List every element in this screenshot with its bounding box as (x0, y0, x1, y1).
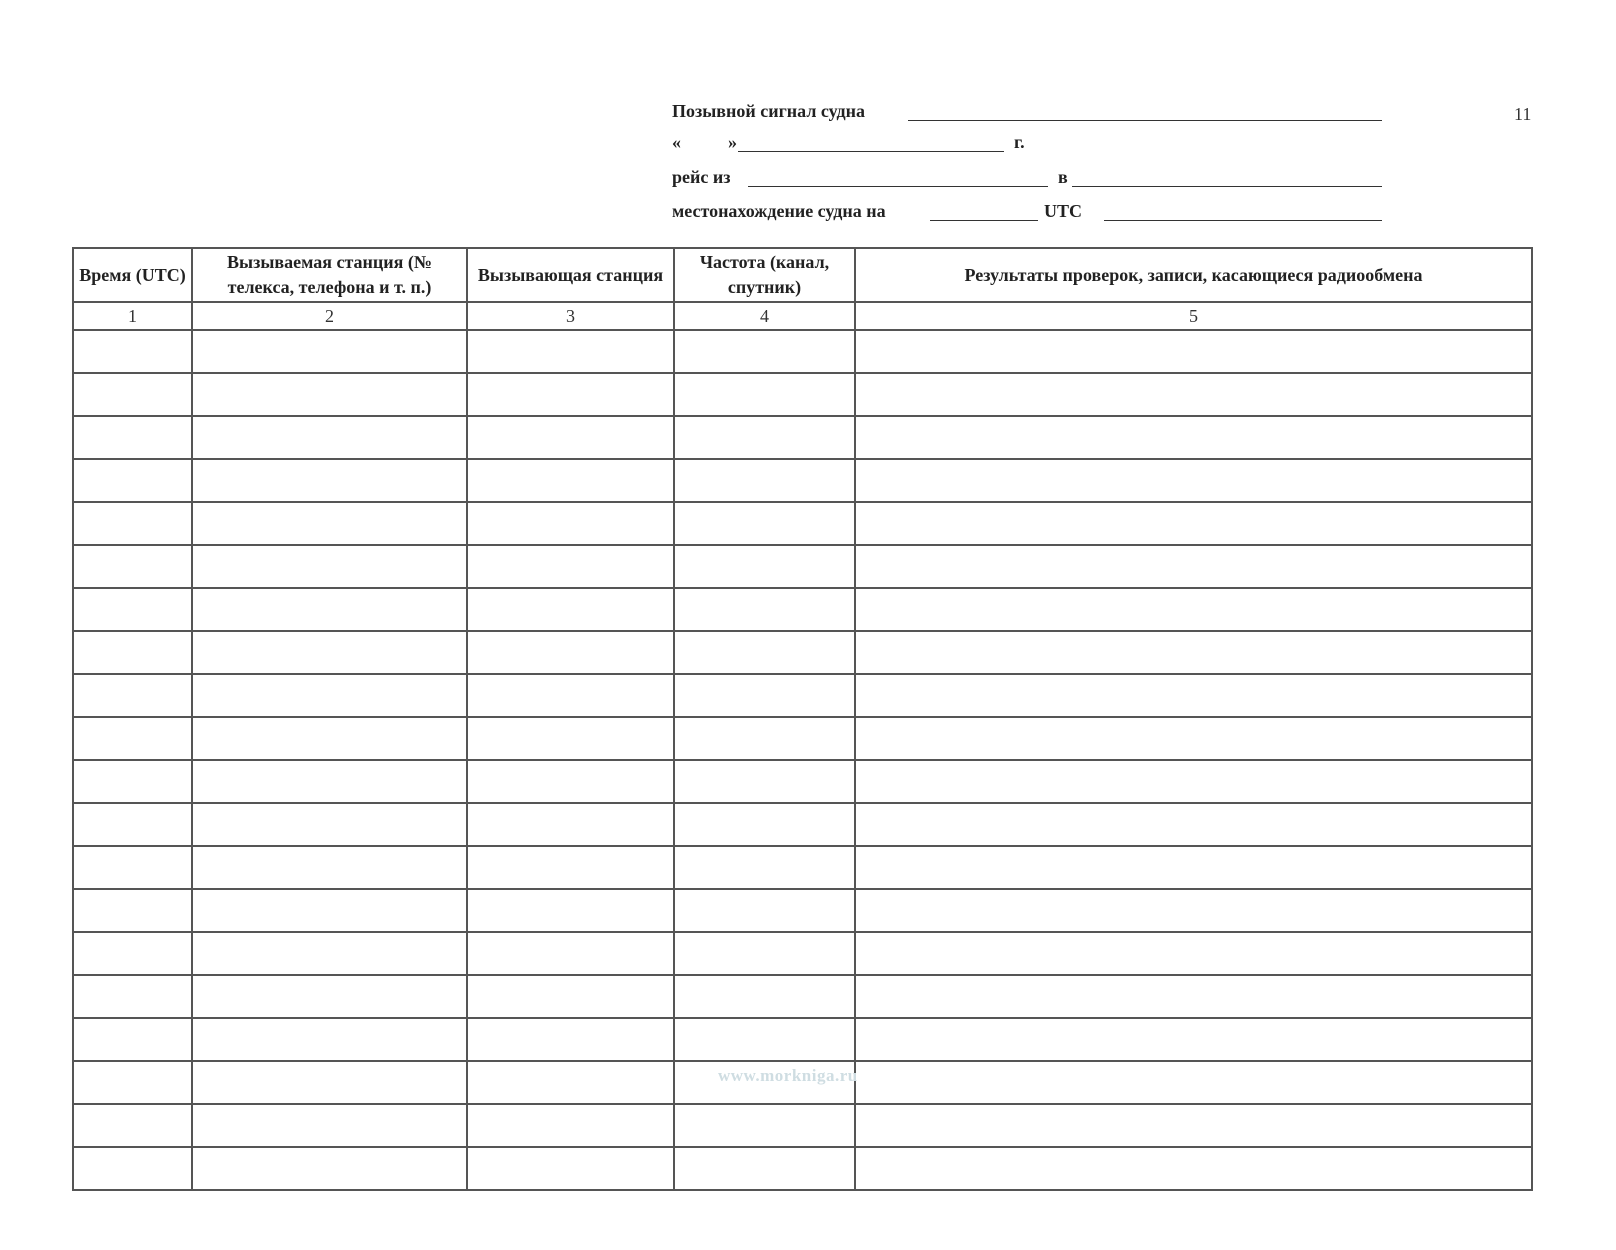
table-cell[interactable] (855, 932, 1532, 975)
table-cell[interactable] (192, 975, 467, 1018)
column-number: 2 (192, 302, 467, 330)
watermark: www.morkniga.ru (718, 1066, 858, 1085)
table-cell[interactable] (855, 674, 1532, 717)
table-cell[interactable] (73, 1104, 192, 1147)
column-header-calling-station: Вызывающая станция (467, 248, 674, 302)
date-year-suffix: г. (1014, 132, 1025, 152)
table-cell[interactable] (467, 545, 674, 588)
table-cell[interactable] (467, 1104, 674, 1147)
table-cell[interactable] (674, 588, 855, 631)
voyage-to-label: в (1058, 167, 1068, 187)
table-row (73, 717, 1532, 760)
table-cell[interactable] (674, 803, 855, 846)
table-cell[interactable] (73, 545, 192, 588)
table-cell[interactable] (73, 502, 192, 545)
table-row (73, 674, 1532, 717)
voyage-from-label: рейс из (672, 167, 731, 187)
table-cell[interactable] (467, 889, 674, 932)
table-cell[interactable] (192, 717, 467, 760)
table-cell[interactable] (674, 1018, 855, 1061)
table-cell[interactable] (73, 932, 192, 975)
table-cell[interactable] (674, 631, 855, 674)
table-row (73, 975, 1532, 1018)
table-cell[interactable] (467, 1147, 674, 1190)
table-cell[interactable] (467, 416, 674, 459)
table-cell[interactable] (73, 717, 192, 760)
table-cell[interactable] (192, 674, 467, 717)
table-cell[interactable] (674, 545, 855, 588)
table-row (73, 760, 1532, 803)
table-cell[interactable] (674, 846, 855, 889)
table-cell[interactable] (192, 373, 467, 416)
table-cell[interactable] (855, 416, 1532, 459)
call-sign-field[interactable] (908, 100, 1382, 121)
table-cell[interactable] (192, 459, 467, 502)
voyage-to-field[interactable] (1072, 166, 1382, 187)
column-header-frequency: Частота (канал, спутник) (674, 248, 855, 302)
table-cell[interactable] (674, 502, 855, 545)
table-cell[interactable] (855, 803, 1532, 846)
date-month-field[interactable] (738, 131, 1004, 152)
date-close-quote: » (728, 132, 737, 152)
table-row (73, 803, 1532, 846)
table-cell[interactable] (467, 760, 674, 803)
table-cell[interactable] (855, 631, 1532, 674)
table-cell[interactable] (467, 502, 674, 545)
utc-label: UTC (1044, 201, 1083, 221)
table-cell[interactable] (73, 1147, 192, 1190)
table-cell[interactable] (192, 631, 467, 674)
table-cell[interactable] (192, 1147, 467, 1190)
table-cell[interactable] (467, 330, 674, 373)
table-cell[interactable] (467, 975, 674, 1018)
table-cell[interactable] (467, 846, 674, 889)
table-cell[interactable] (674, 975, 855, 1018)
table-cell[interactable] (73, 330, 192, 373)
table-cell[interactable] (73, 846, 192, 889)
table-cell[interactable] (674, 373, 855, 416)
table-row (73, 846, 1532, 889)
table-row (73, 502, 1532, 545)
table-cell[interactable] (192, 330, 467, 373)
column-number-row (73, 302, 1532, 330)
table-row (73, 588, 1532, 631)
table-cell[interactable] (855, 1147, 1532, 1190)
table-row (73, 932, 1532, 975)
table-cell[interactable] (73, 975, 192, 1018)
column-header-results: Результаты проверок, записи, касающиеся радиообмена (855, 248, 1532, 302)
table-cell[interactable] (855, 1018, 1532, 1061)
call-sign-label: Позывной сигнал судна (672, 101, 866, 121)
table-cell[interactable] (73, 459, 192, 502)
table-row (73, 373, 1532, 416)
page-number: 11 (1514, 104, 1532, 124)
voyage-from-field[interactable] (748, 166, 1048, 187)
table-cell[interactable] (192, 545, 467, 588)
table-cell[interactable] (192, 846, 467, 889)
table-cell[interactable] (73, 1018, 192, 1061)
table-cell[interactable] (192, 1104, 467, 1147)
position-label: местонахождение судна на (672, 201, 886, 221)
date-day-field[interactable] (672, 131, 724, 151)
table-cell[interactable] (73, 803, 192, 846)
table-cell[interactable] (467, 803, 674, 846)
table-row (73, 1018, 1532, 1061)
column-number: 4 (674, 302, 855, 330)
table-cell[interactable] (73, 631, 192, 674)
table-cell[interactable] (467, 373, 674, 416)
table-cell[interactable] (855, 588, 1532, 631)
table-cell[interactable] (73, 674, 192, 717)
table-row (73, 889, 1532, 932)
table-cell[interactable] (855, 545, 1532, 588)
table-cell[interactable] (855, 846, 1532, 889)
column-number: 5 (855, 302, 1532, 330)
table-cell[interactable] (674, 889, 855, 932)
column-number: 1 (73, 302, 192, 330)
table-cell[interactable] (192, 1061, 467, 1104)
table-row (73, 330, 1532, 373)
table-cell[interactable] (192, 416, 467, 459)
table-row (73, 1104, 1532, 1147)
table-cell[interactable] (192, 588, 467, 631)
table-cell[interactable] (855, 502, 1532, 545)
table-cell[interactable] (674, 459, 855, 502)
table-row (73, 545, 1532, 588)
table-cell[interactable] (674, 330, 855, 373)
column-header-called-station: Вызываемая станция (№ телекса, телефона и т. п.) (192, 248, 467, 302)
table-header-row (73, 248, 1532, 302)
table-cell[interactable] (73, 889, 192, 932)
table-cell[interactable] (467, 588, 674, 631)
radio-log-table (72, 247, 1533, 1191)
table-cell[interactable] (855, 330, 1532, 373)
table-cell[interactable] (192, 932, 467, 975)
table-cell[interactable] (674, 717, 855, 760)
table-cell[interactable] (674, 1147, 855, 1190)
table-cell[interactable] (855, 373, 1532, 416)
table-cell[interactable] (73, 760, 192, 803)
table-cell[interactable] (674, 760, 855, 803)
table-cell[interactable] (192, 502, 467, 545)
table-cell[interactable] (467, 674, 674, 717)
table-cell[interactable] (73, 588, 192, 631)
table-cell[interactable] (73, 1061, 192, 1104)
table-cell[interactable] (467, 631, 674, 674)
position-field[interactable] (1104, 200, 1382, 221)
table-row (73, 631, 1532, 674)
table-cell[interactable] (467, 459, 674, 502)
table-cell[interactable] (467, 717, 674, 760)
table-cell[interactable] (855, 459, 1532, 502)
table-row (73, 416, 1532, 459)
table-cell[interactable] (73, 373, 192, 416)
table-cell[interactable] (855, 717, 1532, 760)
table-cell[interactable] (192, 889, 467, 932)
column-header-time: Время (UTC) (73, 248, 192, 302)
table-cell[interactable] (674, 674, 855, 717)
date-open-quote: « (672, 132, 681, 152)
table-cell[interactable] (855, 1061, 1532, 1104)
table-cell[interactable] (674, 416, 855, 459)
table-cell[interactable] (467, 1061, 674, 1104)
table-cell[interactable] (674, 1104, 855, 1147)
table-cell[interactable] (855, 975, 1532, 1018)
table-cell[interactable] (467, 1018, 674, 1061)
table-cell[interactable] (855, 760, 1532, 803)
table-cell[interactable] (855, 1104, 1532, 1147)
table-cell[interactable] (192, 1018, 467, 1061)
table-cell[interactable] (192, 760, 467, 803)
table-cell[interactable] (855, 889, 1532, 932)
position-time-field[interactable] (930, 200, 1038, 221)
column-number: 3 (467, 302, 674, 330)
table-row (73, 1147, 1532, 1190)
table-cell[interactable] (192, 803, 467, 846)
table-cell[interactable] (73, 416, 192, 459)
table-cell[interactable] (674, 932, 855, 975)
table-cell[interactable] (467, 932, 674, 975)
table-row (73, 459, 1532, 502)
